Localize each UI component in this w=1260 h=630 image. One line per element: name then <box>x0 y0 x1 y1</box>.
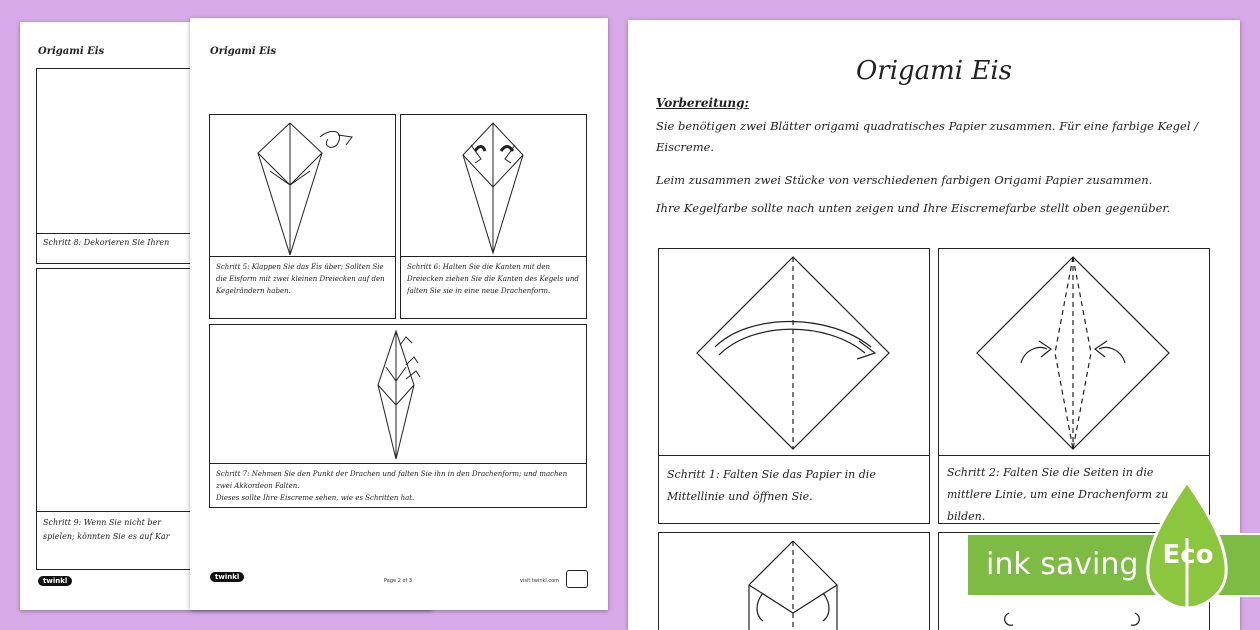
footer-url: visit twinkl.com <box>520 578 560 584</box>
worksheet-title: Origami Eis <box>855 56 1013 86</box>
step7-caption <box>210 463 586 507</box>
step1-caption: Schritt 1: Falten Sie das Papier in die Mittellinie und öffnen Sie. <box>659 455 929 523</box>
step6-panel <box>400 114 587 319</box>
middle-page-header: Origami Eis <box>210 46 277 57</box>
step3-panel <box>658 532 930 630</box>
prep-paragraph-2: Leim zusammen zwei Stücke von verschiedenen farbigen Origami Papier zusammen. <box>656 173 1153 187</box>
step8-caption: Schritt 8: Dekorieren Sie Ihren <box>37 233 417 263</box>
step5-panel <box>209 114 396 319</box>
prep-paragraph-3: Ihre Kegelfarbe sollte nach unten zeigen und Ihre Eiscremefarbe stellt oben gegenüber. <box>656 201 1171 215</box>
twinkl-logo: twinkl <box>38 576 72 586</box>
step7-note: Dieses sollte Ihre Eiscreme sehen, wie es Schritten hat. <box>216 494 415 502</box>
step3-diagram <box>659 533 929 630</box>
step9-line2: spielen; könnten Sie es auf Kar <box>43 532 170 541</box>
back-page-header: Origami Eis <box>38 46 105 57</box>
eco-label: Eco <box>1162 540 1214 570</box>
step2-diagram <box>939 249 1209 453</box>
prep-heading: Vorbereitung: <box>656 96 749 110</box>
step7-panel <box>209 324 587 508</box>
step5-diagram <box>210 115 395 255</box>
step1-diagram <box>659 249 929 453</box>
step1-panel <box>658 248 930 524</box>
step6-caption: Schritt 6: Halten Sie die Kanten mit den Dreiecken ziehen Sie die Kanten des Kegels und falten Sie sie in eine neue Drachenform. <box>401 256 586 318</box>
prep-paragraph-1: Sie benötigen zwei Blätter origami quadratisches Papier zusammen. Für eine farbige Kegel / Eiscreme. <box>656 119 1199 154</box>
step2-caption: Schritt 2: Falten Sie die Seiten in die mittlere Linie, um eine Drachenform zu bilden. <box>939 455 1209 523</box>
step6-diagram <box>401 115 586 255</box>
step7-diagram <box>210 325 586 465</box>
footer-badge-icon <box>566 570 588 588</box>
middle-worksheet-page <box>190 18 608 610</box>
twinkl-logo: twinkl <box>210 572 244 582</box>
page-number: Page 2 of 3 <box>384 578 413 584</box>
ink-saving-label: ink saving <box>986 547 1139 582</box>
step9-line1: Schritt 9: Wenn Sie nicht ber <box>43 518 162 527</box>
step7-text: Schritt 7: Nehmen Sie den Punkt der Drachen und falten Sie ihn in den Drachenform; und machen zwei Akkordeon Falten. <box>216 470 568 490</box>
step5-caption: Schritt 5: Klappen Sie das Eis über; Sollten Sie die Eisform mit zwei kleinen Dreiecken auf den Kegelrändern haben. <box>210 256 395 318</box>
